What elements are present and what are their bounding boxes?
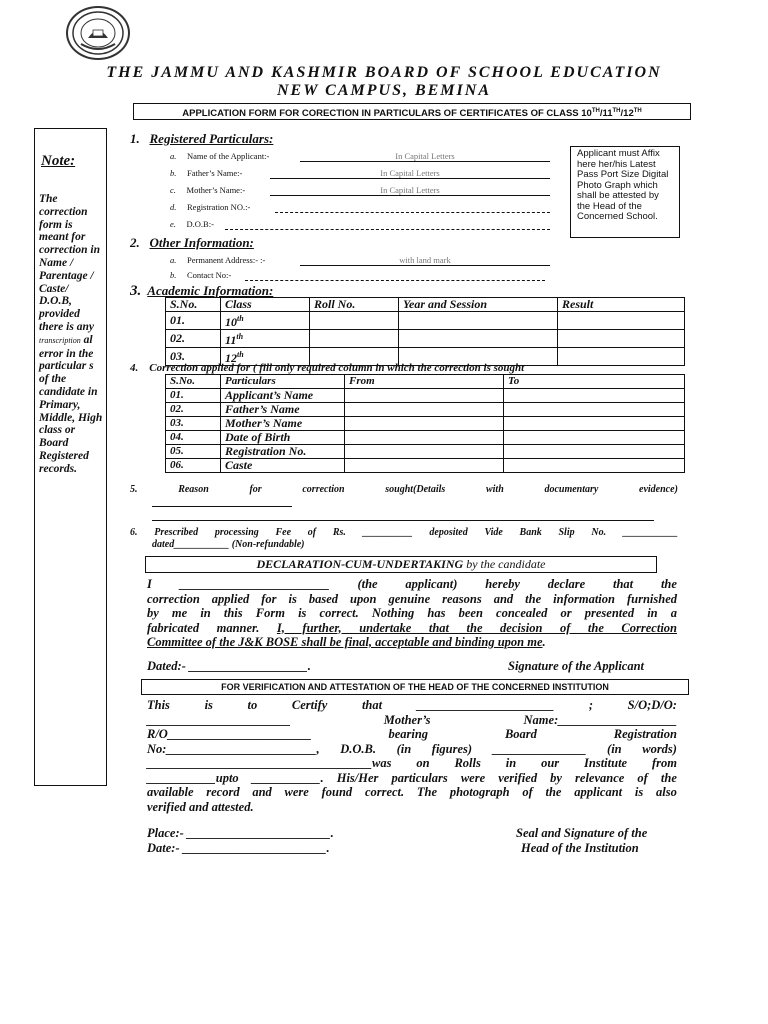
declaration-line: [147, 635, 677, 650]
section-title: Registered Particulars:: [149, 131, 274, 146]
field-letter: c.: [170, 185, 176, 195]
verification-word: were: [284, 785, 309, 799]
field-label: Contact No:-: [187, 270, 232, 280]
table-row: [166, 389, 685, 403]
section-number: 1.: [130, 131, 140, 146]
verification-blank[interactable]: ______________________: [416, 698, 555, 712]
roll-cell[interactable]: [310, 330, 399, 348]
contact-no-field[interactable]: [170, 270, 555, 280]
declaration-title-rest: by the candidate: [463, 557, 546, 571]
field-hint: with land mark: [399, 255, 451, 265]
form-title-text: APPLICATION FORM FOR CORECTION IN PARTICULARS OF CERTIFICATES OF CLASS 10: [182, 108, 592, 120]
sno-cell: 04.: [166, 431, 221, 445]
verification-word: Board: [504, 727, 537, 741]
particular-cell: Date of Birth: [221, 431, 345, 445]
section1-heading: [130, 131, 273, 147]
sno-cell: 05.: [166, 445, 221, 459]
place-field[interactable]: Place:- _______________________.: [147, 826, 334, 840]
verification-blank[interactable]: _______________________: [147, 712, 291, 727]
field-letter: a.: [170, 151, 177, 161]
reason-word: documentary: [544, 484, 599, 495]
from-cell[interactable]: [345, 417, 504, 431]
fee-word: processing: [214, 527, 259, 538]
column-header: S.No.: [166, 375, 221, 389]
to-cell[interactable]: [504, 403, 685, 417]
verification-line: [147, 756, 677, 771]
fee-word: Rs.: [332, 527, 346, 538]
verification-paragraph: [147, 698, 677, 814]
section5-reason: [130, 484, 678, 495]
verification-word: to: [247, 698, 258, 712]
verification-blank[interactable]: _______________: [492, 741, 587, 756]
verification-word: and: [252, 785, 272, 799]
date-field[interactable]: Date:- _______________________.: [147, 841, 330, 855]
class-cell: [221, 330, 310, 348]
column-header: Roll No.: [310, 298, 399, 312]
verification-blank[interactable]: No:________________________,: [147, 741, 320, 756]
verification-word: were: [460, 770, 486, 785]
verification-word: (in: [396, 741, 412, 756]
result-cell[interactable]: [558, 348, 685, 366]
correction-table: [165, 374, 685, 473]
declaration-line: [147, 577, 677, 592]
verification-word: words): [642, 741, 677, 756]
sno-cell: 02.: [166, 330, 221, 348]
note-body: [39, 193, 103, 476]
applicant-name-blank[interactable]: ________________________: [179, 577, 330, 591]
sno-cell: 03.: [166, 417, 221, 431]
registration-no-field[interactable]: [170, 202, 555, 212]
field-line[interactable]: [275, 202, 550, 213]
particular-cell: Applicant’s Name: [221, 389, 345, 403]
verification-blank[interactable]: Name:___________________: [523, 712, 677, 727]
undertaking-text: I, further, undertake that the decision of the Correction: [276, 620, 677, 635]
verification-word: Institute: [584, 756, 628, 770]
verification-word: correct.: [364, 785, 405, 799]
verification-title: FOR VERIFICATION AND ATTESTATION OF THE HEAD OF THE CONCERNED INSTITUTION: [141, 679, 689, 695]
to-cell[interactable]: [504, 459, 685, 473]
verification-word: relevance: [575, 770, 625, 785]
table-row: [166, 330, 685, 348]
table-header-row: [166, 375, 685, 389]
reason-word: sought(Details: [385, 484, 446, 495]
declaration-paragraph: [147, 577, 677, 650]
declaration-line: correction applied for is based upon genuine reasons and the information furnished: [147, 591, 677, 606]
verification-line: [147, 742, 677, 757]
reason-word: with: [485, 484, 504, 495]
field-hint: In Capital Letters: [380, 185, 440, 195]
field-letter: d.: [170, 202, 177, 212]
verification-word: also: [655, 785, 677, 799]
field-label: Name of the Applicant:-: [187, 151, 270, 161]
field-line[interactable]: [270, 185, 550, 196]
note-box: [34, 128, 107, 786]
table-row: [166, 312, 685, 330]
verification-blank[interactable]: ___________.: [251, 770, 324, 785]
declaration-word: I: [147, 577, 152, 591]
verification-word: is: [204, 698, 213, 712]
verification-word: in: [505, 756, 517, 770]
session-cell[interactable]: [399, 312, 558, 330]
field-hint: In Capital Letters: [395, 151, 455, 161]
field-letter: b.: [170, 168, 177, 178]
to-cell[interactable]: [504, 431, 685, 445]
field-label: D.O.B:-: [186, 219, 214, 229]
section-title: Academic Information:: [147, 283, 274, 298]
column-header: Result: [558, 298, 685, 312]
section-number: 6.: [130, 527, 138, 538]
declaration-title: [145, 556, 657, 573]
field-label: Father’s Name:-: [187, 168, 243, 178]
class-sup: th: [236, 332, 244, 341]
verification-word: available: [147, 785, 194, 799]
verification-word: This: [147, 698, 170, 712]
particular-cell: Registration No.: [221, 445, 345, 459]
applicant-signature-label: Signature of the Applicant: [508, 659, 645, 673]
section6-fee: [130, 527, 678, 538]
declaration-word: applicant): [405, 577, 458, 591]
from-cell[interactable]: [345, 403, 504, 417]
form-title: [133, 103, 691, 120]
field-letter: e.: [170, 219, 176, 229]
field-line[interactable]: [300, 151, 550, 162]
field-hint: In Capital Letters: [380, 168, 440, 178]
class-value: 12: [225, 351, 237, 365]
verification-word: Mother’s: [383, 712, 431, 727]
verification-word: the: [545, 785, 562, 799]
fee-word: No.: [591, 527, 607, 538]
column-header: Class: [221, 298, 310, 312]
verification-word: Registration: [613, 727, 677, 741]
note-text: al error in the particular s of the candidate in Primary, Middle, High class or Board Registered records.: [39, 333, 103, 475]
column-header: From: [345, 375, 504, 389]
class-sup: th: [237, 314, 244, 323]
column-header: Year and Session: [399, 298, 558, 312]
board-logo-seal: [66, 6, 130, 60]
form-title-text: /12: [620, 108, 634, 120]
fee-word: Prescribed: [154, 527, 199, 538]
verification-word: particulars: [391, 770, 448, 785]
declaration-word: the: [660, 577, 677, 591]
field-line[interactable]: [270, 168, 550, 179]
declaration-title-text: DECLARATION-CUM-UNDERTAKING: [256, 557, 464, 571]
to-cell[interactable]: [504, 389, 685, 403]
declaration-word: declare: [547, 577, 586, 591]
section2-heading: [130, 235, 254, 251]
column-header: S.No.: [166, 298, 221, 312]
reason-word: evidence): [639, 484, 678, 495]
particular-cell: Caste: [221, 459, 345, 473]
verification-line: [147, 727, 677, 742]
verification-blank[interactable]: R/O_______________________: [147, 727, 312, 741]
sno-cell: 01.: [166, 389, 221, 403]
fee-word: Vide: [484, 527, 503, 538]
fee-amount-blank[interactable]: __________: [362, 527, 413, 538]
board-title: THE JAMMU AND KASHMIR BOARD OF SCHOOL EDUCATION: [106, 64, 662, 81]
mother-name-field[interactable]: [170, 185, 555, 195]
verification-word: is: [634, 785, 644, 799]
from-cell[interactable]: [345, 389, 504, 403]
verification-word: our: [541, 756, 560, 770]
table-row: [166, 403, 685, 417]
field-letter: b.: [170, 270, 177, 280]
verification-word: by: [550, 770, 562, 785]
note-title: Note:: [41, 153, 76, 169]
class-value: 11: [225, 333, 237, 347]
verification-word: that: [361, 698, 383, 712]
fee-word: Bank: [519, 527, 542, 538]
verification-word: the: [660, 770, 677, 785]
session-cell[interactable]: [399, 330, 558, 348]
verification-word: Rolls: [454, 756, 481, 770]
field-line[interactable]: [225, 219, 550, 230]
declaration-word: hereby: [485, 577, 520, 591]
verification-word: record: [206, 785, 240, 799]
academic-table: [165, 297, 685, 366]
verification-word: bearing: [388, 727, 429, 741]
head-label: Head of the Institution: [521, 841, 639, 855]
column-header: Particulars: [221, 375, 345, 389]
field-letter: a.: [170, 255, 177, 265]
verification-word: D.O.B.: [340, 741, 376, 756]
verification-word: applicant: [574, 785, 623, 799]
section-number: 5.: [130, 484, 138, 495]
campus-title: NEW CAMPUS, BEMINA: [277, 82, 491, 99]
reason-word: correction: [302, 484, 345, 495]
verification-word: of: [522, 785, 533, 799]
verification-line: [147, 785, 677, 800]
verification-line: [147, 771, 677, 786]
fee-word: of: [307, 527, 317, 538]
class-value: 10: [225, 315, 237, 329]
form-title-sup: TH: [612, 108, 621, 114]
declaration-line: by me in this Form is correct. Nothing has been concealed or presented in a: [147, 606, 677, 620]
reason-word: for: [249, 484, 262, 495]
from-cell[interactable]: [345, 445, 504, 459]
section-number: 4.: [130, 362, 139, 374]
to-cell[interactable]: [504, 417, 685, 431]
verification-word: His/Her: [336, 770, 379, 785]
field-label: Registration NO.:-: [187, 202, 251, 212]
verification-word: from: [652, 756, 677, 770]
photo-box: Applicant must Affix here her/his Latest Pass Port Size Digital Photo Graph which shall be attested by the Head of the Concerned School.: [570, 146, 680, 238]
verification-word: found: [321, 785, 353, 799]
table-row: [166, 417, 685, 431]
section-number: 3.: [130, 283, 142, 299]
result-cell[interactable]: [558, 312, 685, 330]
class-cell: [221, 312, 310, 330]
declaration-line: [147, 621, 677, 636]
table-header-row: [166, 298, 685, 312]
verification-word: (in: [607, 741, 622, 756]
verification-word: figures): [431, 741, 473, 756]
verification-line: verified and attested.: [147, 799, 254, 814]
dob-field[interactable]: [170, 219, 555, 229]
verification-blank[interactable]: ___________upto: [147, 770, 239, 785]
field-label: Mother’s Name:-: [186, 185, 246, 195]
verification-word: on: [416, 756, 430, 770]
sno-cell: 06.: [166, 459, 221, 473]
verification-word: ;: [588, 698, 594, 712]
to-cell[interactable]: [504, 445, 685, 459]
form-title-sup: TH: [591, 108, 600, 114]
sno-cell: 02.: [166, 403, 221, 417]
section-title: Other Information:: [149, 235, 254, 250]
section-title: Correction applied for ( fill only required column in which the correction is sought: [149, 362, 525, 374]
verification-word: photograph: [449, 785, 510, 799]
sno-cell: 01.: [166, 312, 221, 330]
verification-word: verified: [498, 770, 538, 785]
verification-line: [147, 698, 677, 713]
applicant-name-field[interactable]: [170, 151, 555, 161]
result-cell[interactable]: [558, 330, 685, 348]
fee-word: Slip: [558, 527, 575, 538]
permanent-address-field[interactable]: [170, 255, 555, 265]
table-row: [166, 459, 685, 473]
reason-line[interactable]: [152, 506, 292, 507]
column-header: To: [504, 375, 685, 389]
fee-dated[interactable]: dated___________ (Non-refundable): [152, 539, 305, 550]
table-row: [166, 431, 685, 445]
particular-cell: Mother’s Name: [221, 417, 345, 431]
reason-line[interactable]: [152, 520, 654, 521]
verification-line: [147, 713, 677, 728]
roll-cell[interactable]: [310, 312, 399, 330]
field-line[interactable]: [245, 270, 545, 281]
section4-heading: [130, 362, 524, 374]
father-name-field[interactable]: [170, 168, 555, 178]
from-cell[interactable]: [345, 431, 504, 445]
table-row: [166, 445, 685, 459]
particular-cell: Father’s Name: [221, 403, 345, 417]
note-text-small: transcription: [39, 335, 81, 345]
declaration-word: that: [613, 577, 634, 591]
field-line[interactable]: [300, 255, 550, 266]
from-cell[interactable]: [345, 459, 504, 473]
section-number: 2.: [130, 235, 140, 250]
field-label: Permanent Address:- :-: [187, 255, 266, 265]
note-text: The correction form is meant for correction in Name / Parentage / Caste/ D.O.B, provided there is any: [39, 193, 101, 333]
fee-word: deposited: [429, 527, 468, 538]
undertaking-text: Committee of the J&K BOSE shall be final, acceptable and binding upon me: [147, 635, 543, 649]
form-title-text: /11: [599, 108, 613, 120]
reason-word: Reason: [178, 484, 209, 495]
board-emblem-icon: [71, 10, 125, 56]
declaration-text: .: [542, 635, 546, 649]
verification-word: of: [637, 770, 648, 785]
form-title-sup: TH: [633, 108, 642, 114]
declaration-text: fabricated manner.: [147, 620, 277, 635]
class-sup: th: [237, 350, 244, 359]
verification-word: Certify: [291, 698, 328, 712]
declaration-dated[interactable]: Dated:- ___________________.: [147, 659, 311, 673]
verification-word: S/O;D/O:: [627, 698, 677, 712]
verification-blank[interactable]: ____________________________________was: [147, 756, 392, 770]
slip-no-blank[interactable]: ___________: [622, 527, 678, 538]
fee-word: Fee: [275, 527, 292, 538]
seal-label: Seal and Signature of the: [516, 826, 648, 840]
declaration-word: (the: [357, 577, 378, 591]
verification-word: The: [416, 785, 438, 799]
sno-cell: 03.: [166, 348, 221, 366]
